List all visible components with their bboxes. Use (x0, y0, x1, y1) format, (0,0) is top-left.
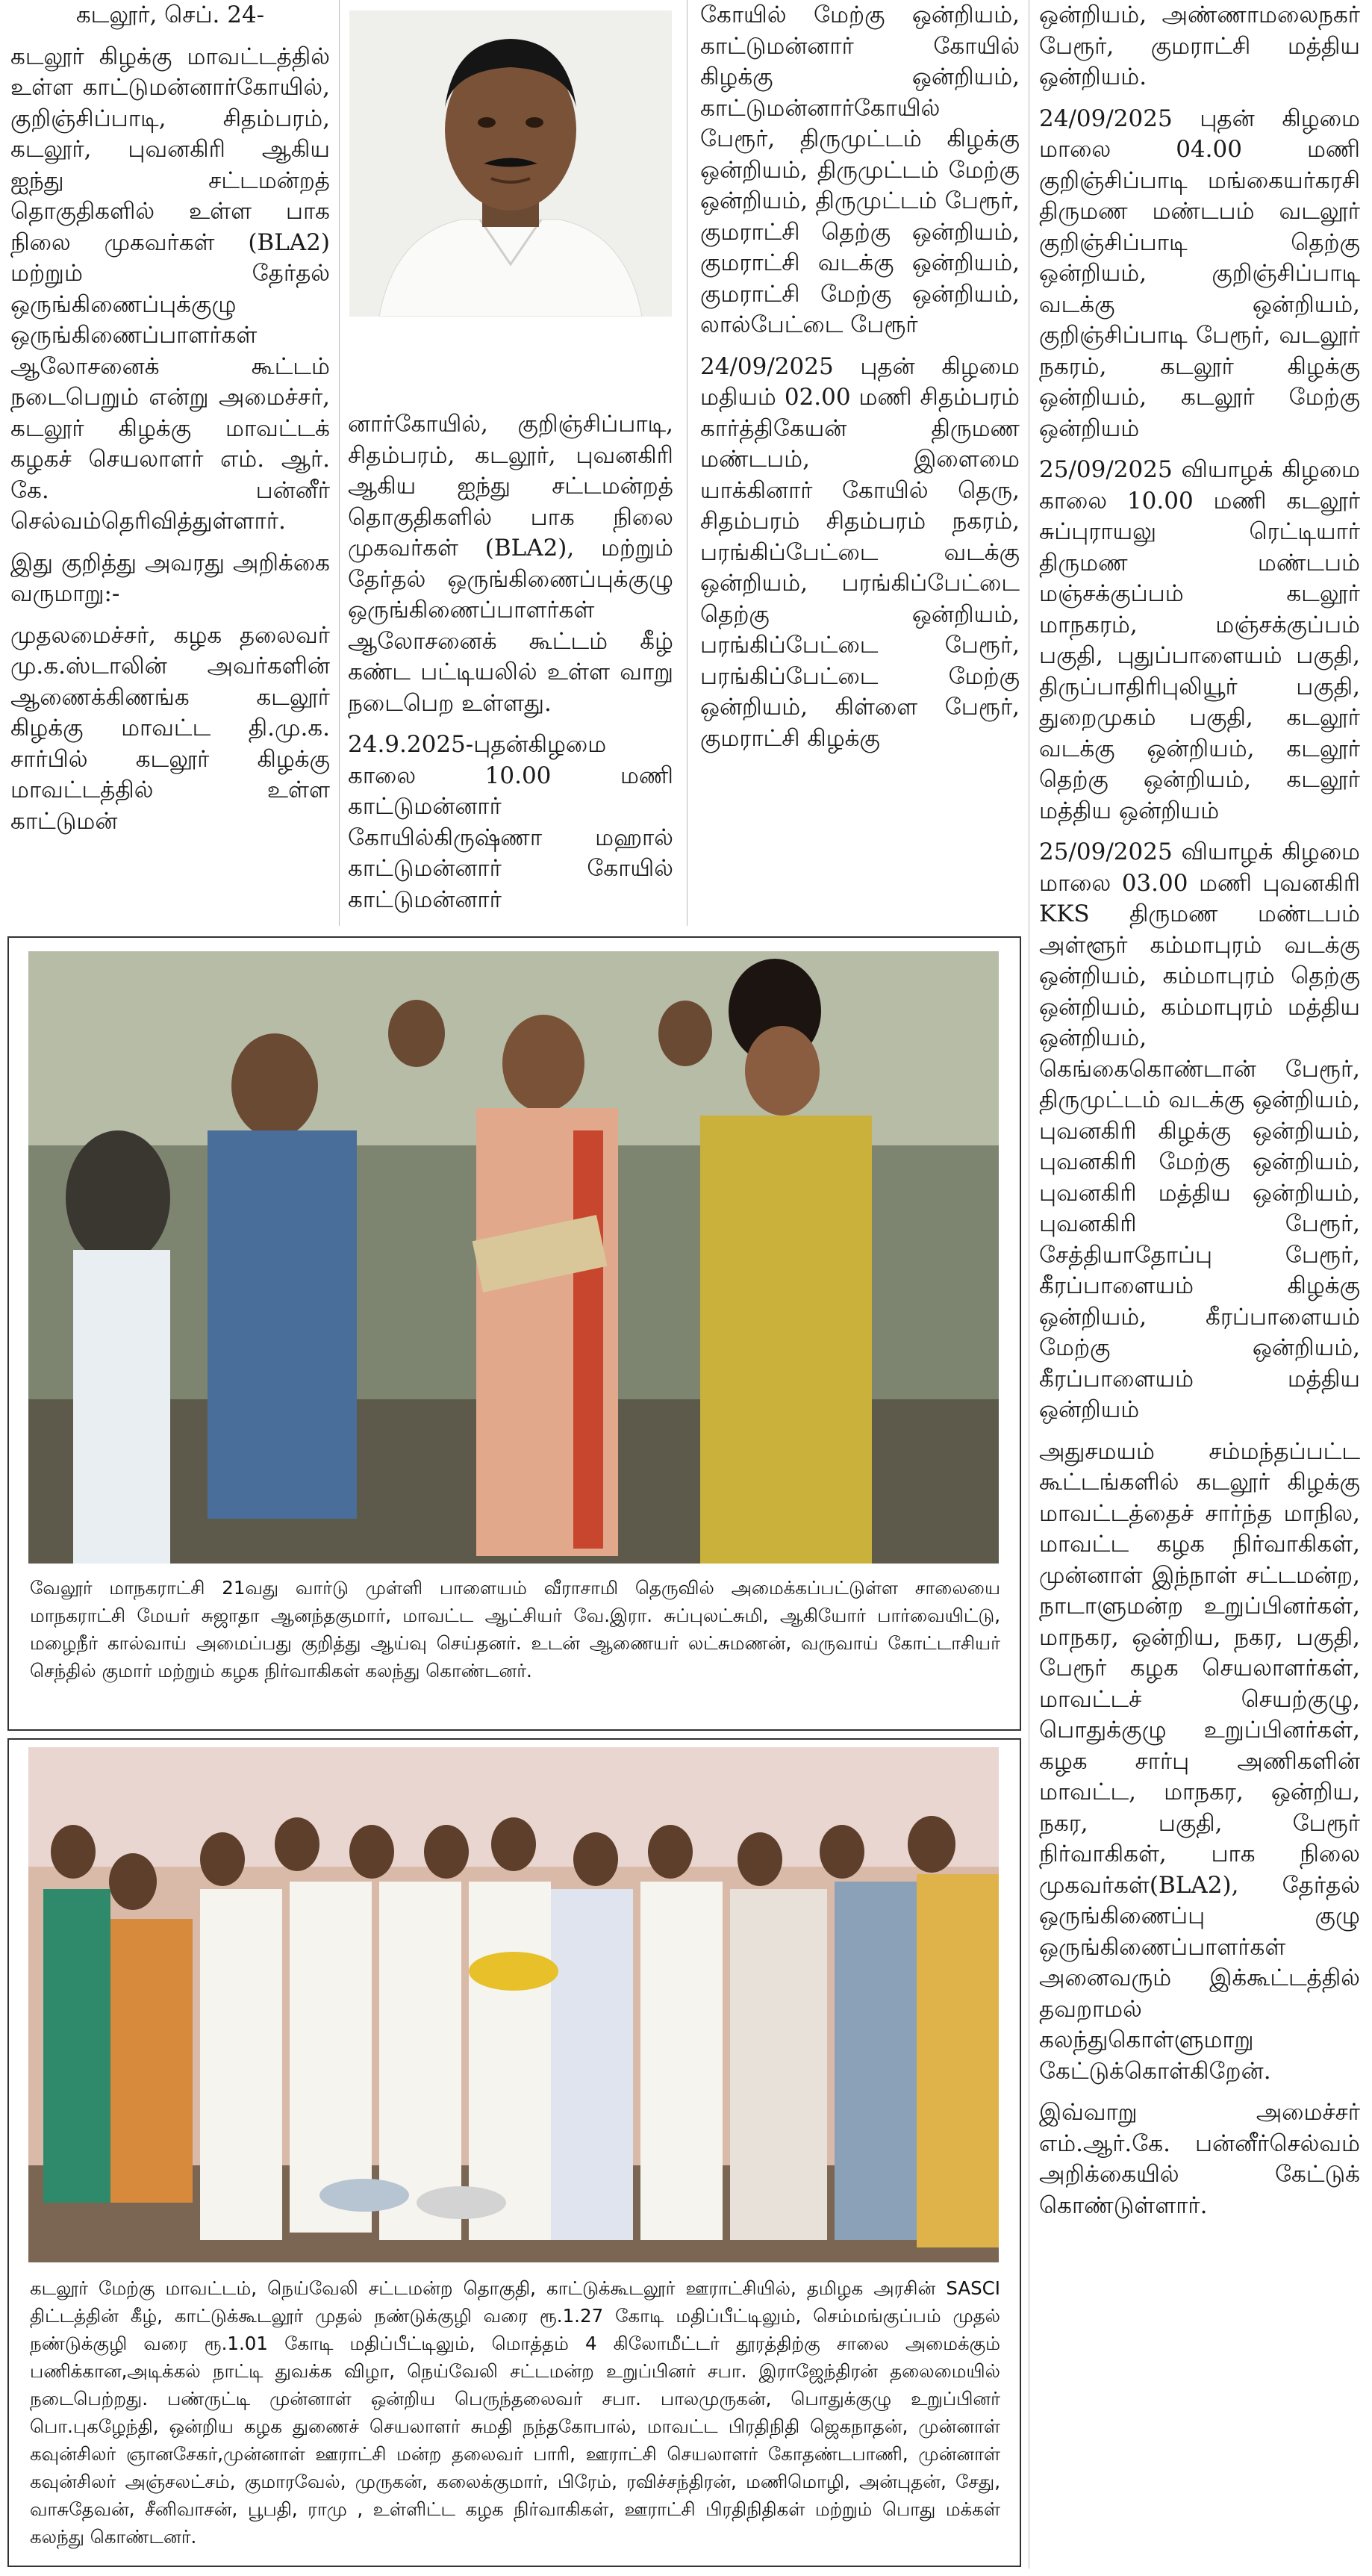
article-column-2 (348, 409, 673, 926)
article-paragraph: முதலமைச்சர், கழக தலைவர் மு.க.ஸ்டாலின் அவர்களின் ஆணைக்கிணங்க கடலூர் கிழக்கு மாவட்ட தி.மு.க. சார்பில் கடலூர் கிழக்கு மாவட்டத்தில் உள்ள காட்டுமன் (10, 621, 330, 835)
dateline: கடலூர், செப். 24- (75, 1, 265, 28)
article-paragraph: 24.9.2025-புதன்கிழமை காலை 10.00 மணி காட்டுமன்னார் கோயில்கிருஷ்ணா மஹால் காட்டுமன்னார் கோயில் காட்டுமன்னார் (348, 731, 673, 913)
minister-portrait-photo (349, 10, 672, 317)
photo-caption: கடலூர் மேற்கு மாவட்டம், நெய்வேலி சட்டமன்ற தொகுதி, காட்டுக்கூடலூர் ஊராட்சியில், தமிழக அரசின் SASCI திட்டத்தின் கீழ், காட்டுக்கூடலூர் முதல் நண்டுக்குழி வரை ரூ.1.27 கோடி மதிப்பீட்டிலும், செம்மங்குப்பம் முதல் நண்டுக்குழி வரை ரூ.1.01 கோடி மதிப்பீட்டிலும், மொத்தம் 4 கிலோமீட்டர் தூரத்திற்கு சாலை அமைக்கும் பணிக்கான,அடிக்கல் நாட்டி துவக்க விழா, நெய்வேலி சட்டமன்ற உறுப்பினர் சபா. இராஜேந்திரன் தலைமையில் நடைபெற்றது. பண்ருட்டி முன்னாள் ஒன்றிய பெருந்தலைவர் சபா. பாலமுருகன், பொதுக்குழு உறுப்பினர் பொ.புகழேந்தி, ஒன்றிய கழக துணைச் செயலாளர் சுமதி நந்தகோபால், மாவட்ட பிரதிநிதி ஜெகநாதன், முன்னாள் கவுன்சிலர் ஞானசேகர்,முன்னாள் ஊராட்சி மன்ற தலைவர் பாரி, ஊராட்சி செயலாளர் கோதண்டபாணி, முன்னாள் கவுன்சிலர் அஞ்சலட்சம், குமாரவேல், முருகன், கலைக்குமார், பிரேம், ரவிச்சந்திரன், மணிமொழி, அன்புதன், சேது, வாசுதேவன், சீனிவாசன், பூபதி, ராமு , உள்ளிட்ட கழக நிர்வாகிகள், ஊராட்சி பிரதிநிதிகள் மற்றும் பொது மக்கள் கலந்து கொண்டனர். (30, 2277, 1000, 2548)
article-paragraph: ஒன்றியம், அண்ணாமலைநகர் பேரூர், குமராட்சி மத்திய ஒன்றியம். (1039, 1, 1360, 90)
article-paragraph: 25/09/2025 வியாழக் கிழமை மாலை 03.00 மணி புவனகிரி KKS திருமண மண்டபம் அள்ளூர் கம்மாபுரம் வடக்கு ஒன்றியம், கம்மாபுரம் தெற்கு ஒன்றியம், கம்மாபுரம் மத்திய ஒன்றியம், கெங்கைகொண்டான் பேரூர், திருமுட்டம் வடக்கு ஒன்றியம், புவனகிரி கிழக்கு ஒன்றியம், புவனகிரி மேற்கு ஒன்றியம், புவனகிரி மத்திய ஒன்றியம், புவனகிரி பேரூர், சேத்தியாதோப்பு பேரூர், கீரப்பாளையம் கிழக்கு ஒன்றியம், கீரப்பாளையம் மேற்கு ஒன்றியம், கீரப்பாளையம் மத்திய ஒன்றியம் (1039, 839, 1360, 1423)
article-column-4 (1039, 0, 1360, 2232)
article-paragraph: இவ்வாறு அமைச்சர் எம்.ஆர்.கே. பன்னீர்செல்வம் அறிக்கையில் கேட்டுக் கொண்டுள்ளார். (1039, 2099, 1360, 2219)
article-column-1 (10, 0, 330, 847)
news-photo-foundation-ceremony (7, 1738, 1021, 2567)
article-paragraph: 24/09/2025 புதன் கிழமை மதியம் 02.00 மணி சிதம்பரம் கார்த்திகேயன் திருமண மண்டபம், இளைமை யாக்கினார் கோயில் தெரு, சிதம்பரம் சிதம்பரம் நகரம், பரங்கிப்பேட்டை வடக்கு ஒன்றியம், பரங்கிப்பேட்டை தெற்கு ஒன்றியம், பரங்கிப்பேட்டை பேரூர், பரங்கிப்பேட்டை மேற்கு ஒன்றியம், கிள்ளை பேரூர், குமராட்சி கிழக்கு (700, 352, 1020, 752)
portrait-figure-icon (349, 10, 672, 317)
article-paragraph: 25/09/2025 வியாழக் கிழமை காலை 10.00 மணி கடலூர் சுப்புராயலு ரெட்டியார் திருமண மண்டபம் மஞ்சக்குப்பம் கடலூர் மாநகரம், மஞ்சக்குப்பம் பகுதி, புதுப்பாளையம் பகுதி, திருப்பாதிரிபுலியூர் பகுதி, துறைமுகம் பகுதி, கடலூர் வடக்கு ஒன்றியம், கடலூர் தெற்கு ஒன்றியம், கடலூர் மத்திய ஒன்றியம் (1039, 456, 1360, 824)
article-paragraph: 24/09/2025 புதன் கிழமை மாலை 04.00 மணி குறிஞ்சிப்பாடி மங்கையர்கரசி திருமண மண்டபம் வடலூர் குறிஞ்சிப்பாடி தெற்கு ஒன்றியம், குறிஞ்சிப்பாடி வடக்கு ஒன்றியம், குறிஞ்சிப்பாடி பேரூர், வடலூர் நகரம், கடலூர் கிழக்கு ஒன்றியம், கடலூர் மேற்கு ஒன்றியம் (1039, 105, 1360, 442)
article-column-3 (700, 0, 1020, 765)
photo-caption: வேலூர் மாநகராட்சி 21வது வார்டு முள்ளி பாளையம் வீராசாமி தெருவில் அமைக்கப்பட்டுள்ள சாலையை மாநகராட்சி மேயர் சுஜாதா ஆனந்தகுமார், மாவட்ட ஆட்சியர் வே.இரா. சுப்புலட்சுமி, ஆகியோர் பார்வையிட்டு, மழைநீர் கால்வாய் அமைப்பது குறித்து ஆய்வு செய்தனர். உடன் ஆணையர் லட்சுமணன், வருவாய் கோட்டாசியர் செந்தில் குமார் மற்றும் கழக நிர்வாகிகள் கலந்து கொண்டனர். (30, 1577, 1000, 1681)
column-divider (339, 0, 340, 926)
inspection-photo-image (28, 951, 999, 1564)
news-photo-inspection (7, 936, 1021, 1731)
article-paragraph: கடலூர் கிழக்கு மாவட்டத்தில் உள்ள காட்டுமன்னார்கோயில், குறிஞ்சிப்பாடி, சிதம்பரம், கடலூர், புவனகிரி ஆகிய ஐந்து சட்டமன்றத் தொகுதிகளில் உள்ள பாக நிலை முகவர்கள் (BLA2) மற்றும் தேர்தல் ஒருங்கிணைப்புக்குழு ஒருங்கிணைப்பாளர்கள் ஆலோசனைக் கூட்டம் நடைபெறும் என்று அமைச்சர், கடலூர் கிழக்கு மாவட்டக் கழகச் செயலாளர் எம். ஆர். கே. பன்னீர் செல்வம்தெரிவித்துள்ளார். (10, 43, 330, 535)
crowd-at-ceremony-icon (28, 1747, 999, 2262)
article-paragraph: இது குறித்து அவரது அறிக்கை வருமாறு:- (10, 549, 330, 607)
ceremony-photo-image (28, 1747, 999, 2262)
article-paragraph: னார்கோயில், குறிஞ்சிப்பாடி, சிதம்பரம், கடலூர், புவனகிரி ஆகிய ஐந்து சட்டமன்றத் தொகுதிகளில் பாக நிலை முகவர்கள் (BLA2), மற்றும் தேர்தல் ஒருங்கிணைப்புக்குழு ஒருங்கிணைப்பாளர்கள் ஆலோசனைக் கூட்டம் கீழ் கண்ட பட்டியலில் உள்ள வாறு நடைபெற உள்ளது. (348, 411, 673, 717)
article-paragraph: கோயில் மேற்கு ஒன்றியம், காட்டுமன்னார் கோயில் கிழக்கு ஒன்றியம், காட்டுமன்னார்கோயில் பேரூர், திருமுட்டம் கிழக்கு ஒன்றியம், திருமுட்டம் மேற்கு ஒன்றியம், திருமுட்டம் பேரூர், குமராட்சி தெற்கு ஒன்றியம், குமராட்சி வடக்கு ஒன்றியம், குமராட்சி மேற்கு ஒன்றியம், லால்பேட்டை பேரூர் (700, 1, 1020, 338)
group-of-officials-icon (28, 951, 999, 1564)
article-paragraph: அதுசமயம் சம்மந்தப்பட்ட கூட்டங்களில் கடலூர் கிழக்கு மாவட்டத்தைச் சார்ந்த மாநில, மாவட்ட கழக நிர்வாகிகள், முன்னாள் இந்நாள் சட்டமன்ற, நாடாளுமன்ற உறுப்பினர்கள், மாநகர, ஒன்றிய, நகர, பகுதி, பேரூர் கழக செயலாளர்கள், மாவட்டச் செயற்குழு, பொதுக்குழு உறுப்பினர்கள், கழக சார்பு அணிகளின் மாவட்ட, மாநகர, ஒன்றிய, நகர, பகுதி, பேரூர் நிர்வாகிகள், பாக நிலை முகவர்கள்(BLA2), தேர்தல் ஒருங்கிணைப்பு குழு ஒருங்கிணைப்பாளர்கள் அனைவரும் இக்கூட்டத்தில் தவறாமல் கலந்துகொள்ளுமாறு கேட்டுக்கொள்கிறேன். (1039, 1437, 1360, 2085)
